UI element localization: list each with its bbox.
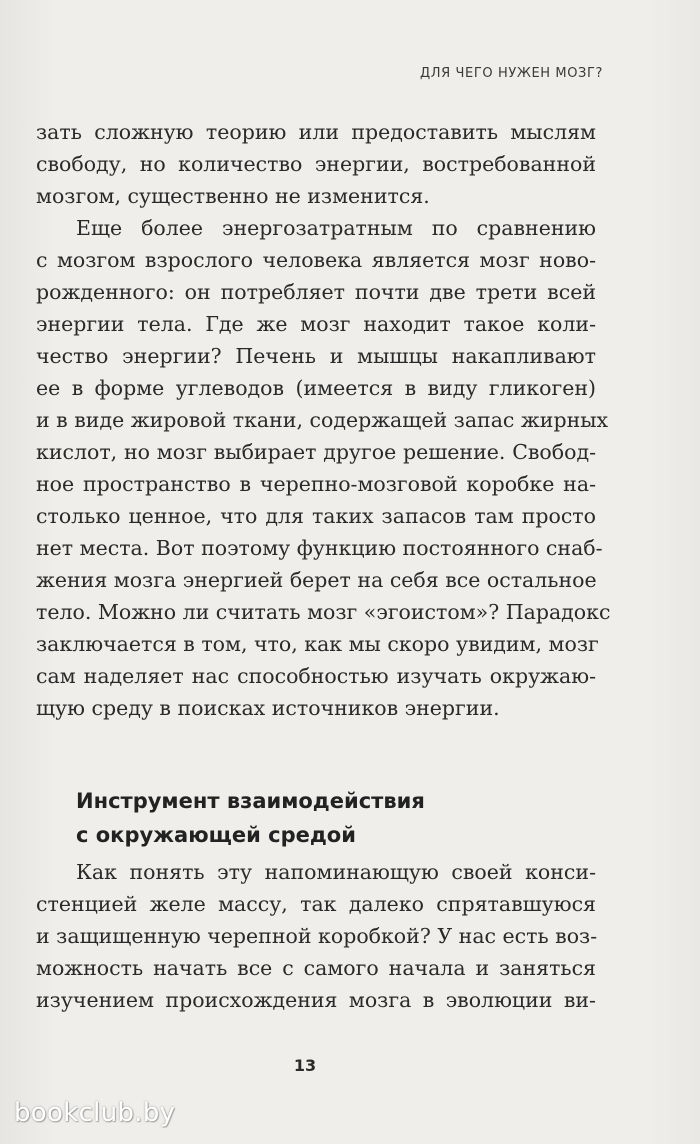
text-line: зать сложную теорию или предоставить мыслям [36,120,596,144]
text-line: жения мозга энергией берет на себя все остальное [36,568,597,592]
text-line: чество энергии? Печень и мышцы накапливают [36,344,596,368]
text-line: мозгом, существенно не изменится. [36,184,430,208]
text-line: стенцией желе массу, так далеко спрятавшуюся [36,892,596,916]
paragraph-2 [36,212,611,724]
text-line: и в виде жировой ткани, содержащей запас жирных [36,408,609,432]
text-line: столько ценное, что для таких запасов там просто [36,504,596,528]
text-line: можность начать все с самого начала и заняться [36,956,596,980]
text-line: Как понять эту напоминающую своей конси- [76,860,596,884]
text-line: Еще более энергозатратным по сравнению [76,216,596,240]
text-line: нет места. Вот поэтому функцию постоянного снаб- [36,536,603,560]
text-line: кислот, но мозг выбирает другое решение. Свобод- [36,440,596,464]
text-line: свободу, но количество энергии, востребованной [36,152,596,176]
section-heading-line: с окружающей средой [76,823,356,847]
text-line: тело. Можно ли считать мозг «эгоистом»? Парадокс [36,600,611,624]
text-line: изучением происхождения мозга в эволюции ви- [36,988,596,1012]
section-heading [76,784,425,852]
text-line: и защищенную черепной коробкой? У нас есть воз- [36,924,598,948]
text-line: сам наделяет нас способностью изучать окружаю- [36,664,596,688]
text-line: ное пространство в черепно-мозговой коробке на- [36,472,596,496]
text-line: энергии тела. Где же мозг находит такое коли- [36,312,596,336]
text-line: с мозгом взрослого человека является мозг ново- [36,248,596,272]
paragraph-3 [36,856,596,1016]
text-line: щую среду в поисках источников энергии. [36,696,500,720]
paragraph-1 [36,116,596,212]
text-line: рожденного: он потребляет почти две трети всей [36,280,596,304]
section-heading-line: Инструмент взаимодействия [76,789,425,813]
text-line: ее в форме углеводов (имеется в виду гликоген) [36,376,596,400]
watermark: bookclub.by [14,1098,176,1128]
running-head: ДЛЯ ЧЕГО НУЖЕН МОЗГ? [420,66,603,81]
page-number: 13 [293,1056,317,1075]
text-line: заключается в том, что, как мы скоро увидим, мозг [36,632,599,656]
